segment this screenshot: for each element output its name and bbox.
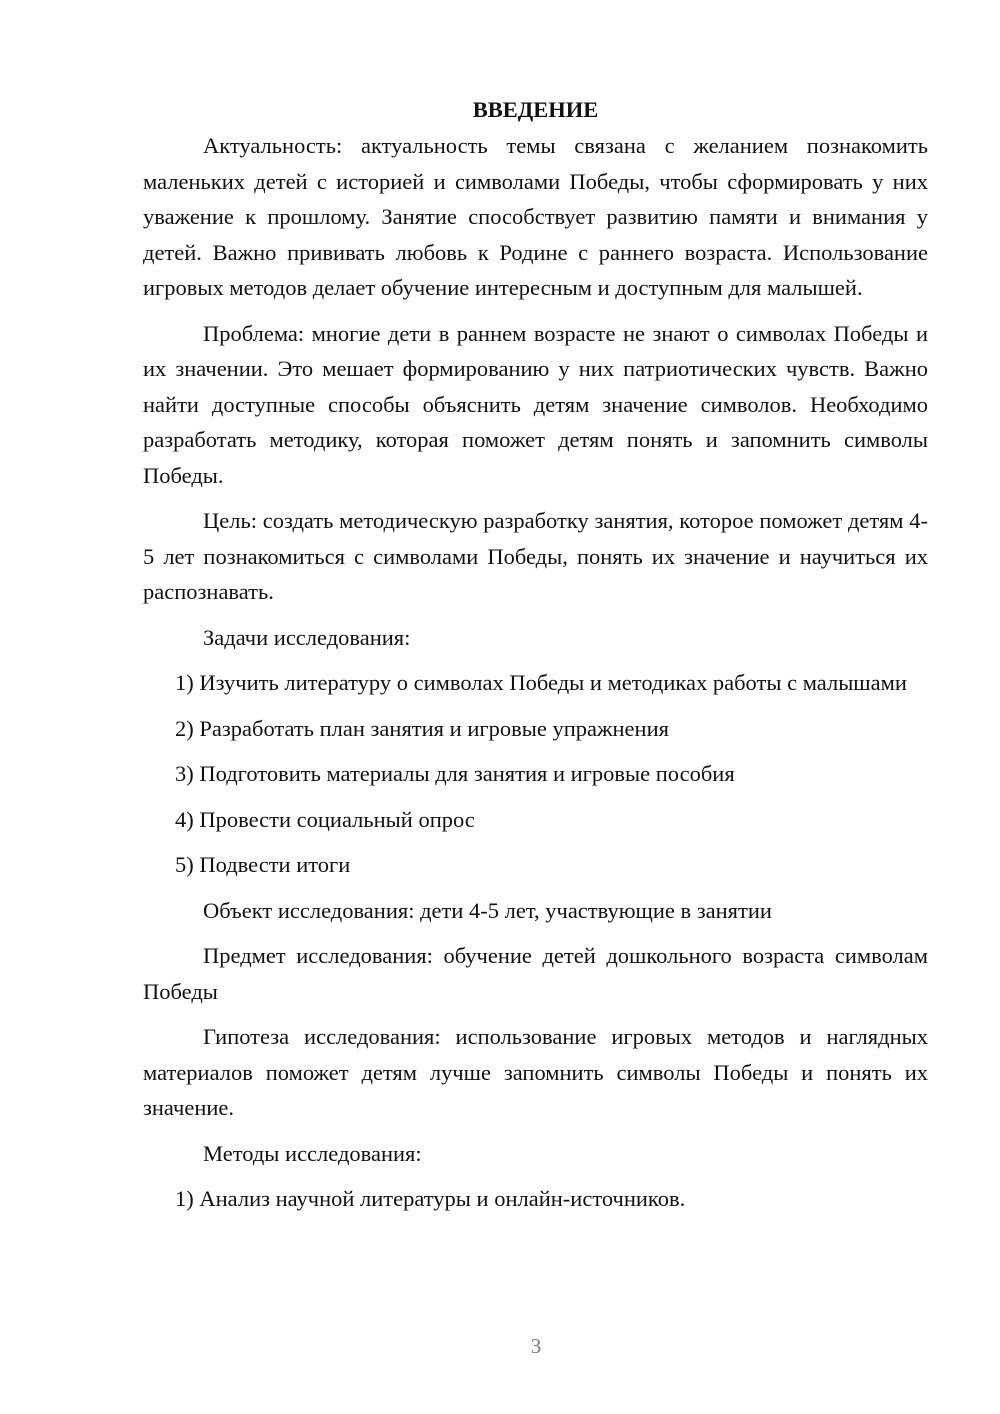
- task-item-1: 1) Изучить литературу о символах Победы и методиках работы с малышами: [175, 670, 907, 695]
- task-item-5: 5) Подвести итоги: [175, 852, 351, 877]
- paragraph-object: Объект исследования: дети 4-5 лет, участвующие в занятии: [203, 897, 772, 923]
- task-item-2: 2) Разработать план занятия и игровые упражнения: [175, 715, 669, 741]
- document-page: [143, 92, 928, 1217]
- method-item-1: 1) Анализ научной литературы и онлайн-источников.: [175, 1186, 686, 1211]
- paragraph-goal: Цель: создать методическую разработку занятия, которое поможет детям 4-5 лет познакомиться с символами Победы, понять их значение и научиться их распознавать.: [143, 508, 928, 604]
- task-item-3: 3) Подготовить материалы для занятия и игровые пособия: [175, 761, 735, 786]
- paragraph-relevance: Актуальность: актуальность темы связана с желанием познакомить маленьких детей с историей и символами Победы, чтобы сформировать у них уважение к прошлому. Занятие способствует развитию памяти и внимания у детей. Важно прививать любовь к Родине с раннего возраста. Использование игровых методов делает обучение интересным и доступным для малышей.: [143, 133, 928, 300]
- paragraph-problem: Проблема: многие дети в раннем возрасте не знают о символах Победы и их значении. Это мешает формированию у них патриотических чувств. Важно найти доступные способы объяснить детям значение символов. Необходимо разработать методику, которая поможет детям понять и запомнить символы Победы.: [143, 320, 928, 488]
- paragraph-subject: Предмет исследования: обучение детей дошкольного возраста символам Победы: [143, 943, 928, 1004]
- section-title: ВВЕДЕНИЕ: [472, 97, 599, 122]
- task-item-4: 4) Провести социальный опрос: [175, 806, 475, 832]
- paragraph-hypothesis: Гипотеза исследования: использование игровых методов и наглядных материалов поможет детям лучше запомнить символы Победы и понять их значение.: [143, 1024, 928, 1120]
- methods-heading: Методы исследования:: [203, 1140, 422, 1166]
- page-number: 3: [530, 1334, 542, 1358]
- tasks-heading: Задачи исследования:: [203, 624, 411, 650]
